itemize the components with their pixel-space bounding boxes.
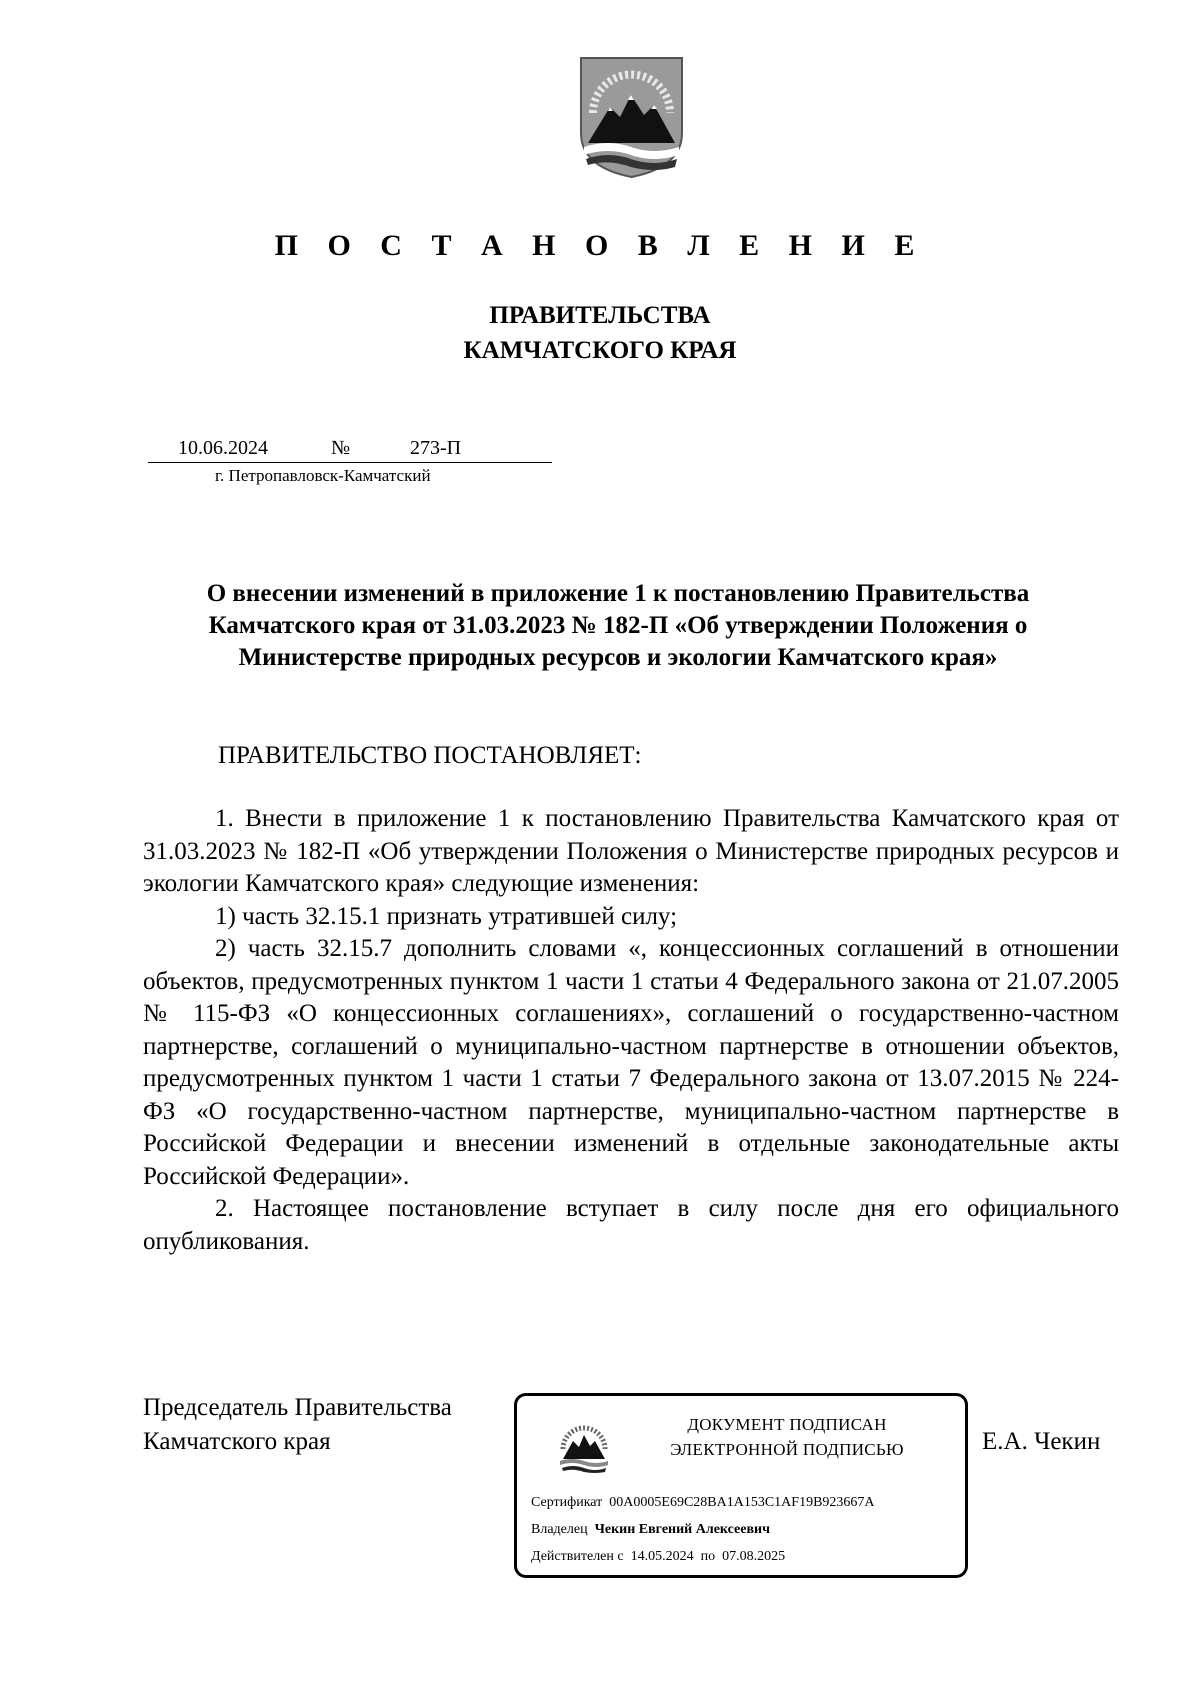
valid-to: 07.08.2025 [722, 1549, 786, 1564]
subject-line-3: Министерстве природных ресурсов и экологии Камчатского края» [238, 644, 998, 671]
body-paragraph-2: 1) часть 32.15.1 признать утратившей силу; [215, 902, 678, 930]
stamp-title-line-1: ДОКУМЕНТ ПОДПИСАН [687, 1415, 887, 1434]
valid-from: 14.05.2024 [630, 1549, 694, 1564]
decree-heading: ПРАВИТЕЛЬСТВО ПОСТАНОВЛЯЕТ: [218, 742, 642, 769]
certificate-label: Сертификат [531, 1495, 603, 1510]
stamp-emblem-icon [557, 1423, 611, 1473]
underline-rule [148, 462, 552, 463]
stamp-title [617, 1412, 957, 1462]
stamp-certificate-line [531, 1493, 875, 1513]
signatory-name: Е.А. Чекин [982, 1428, 1101, 1455]
signatory-position [143, 1391, 452, 1459]
subject-line-2: Камчатского края от 31.03.2023 № 182-П «Об утверждении Положения о [208, 612, 1028, 639]
stamp-validity-line [531, 1547, 785, 1567]
body-paragraph-1: 1. Внести в приложение 1 к постановлению Правительства Камчатского края от 31.03.2023 № 182-П «Об утверждении Положения о Министерстве природных ресурсов и экологии Камчатского края» следующие изменения: [143, 805, 1119, 897]
stamp-title-line-2: ЭЛЕКТРОННОЙ ПОДПИСЬЮ [670, 1440, 904, 1459]
subject-line-1: О внесении изменений в приложение 1 к постановлению Правительства [206, 580, 1030, 607]
owner-label: Владелец [531, 1522, 588, 1537]
valid-to-label: по [700, 1549, 716, 1564]
body-paragraph-4: 2. Настоящее постановление вступает в силу после дня его официального опубликования. [143, 1195, 1119, 1255]
document-number: 273-П [410, 437, 462, 459]
issuer-heading [0, 298, 1200, 368]
valid-label: Действителен с [531, 1549, 624, 1564]
coat-of-arms-emblem [578, 55, 685, 180]
document-subject [148, 578, 1088, 674]
document-date: 10.06.2024 [178, 437, 268, 459]
issuer-line-2: КАМЧАТСКОГО КРАЯ [463, 337, 737, 364]
document-type-title: П О С Т А Н О В Л Е Н И Е [274, 229, 926, 262]
stamp-owner-line [531, 1520, 770, 1540]
certificate-value: 00A0005E69C28BA1A153C1AF19B923667A [609, 1495, 875, 1510]
number-sign: № [331, 437, 351, 459]
electronic-signature-stamp [514, 1393, 968, 1578]
signatory-position-line-1: Председатель Правительства [143, 1394, 452, 1421]
city-label: г. Петропавловск-Камчатский [215, 466, 431, 485]
owner-value: Чекин Евгений Алексеевич [594, 1522, 770, 1537]
body-paragraph-3: 2) часть 32.15.7 дополнить словами «, концессионных соглашений в отношении объектов, предусмотренных пунктом 1 части 1 статьи 4 Федерального закона от 21.07.2005 № 115-ФЗ «О концессионных соглашениях», соглашений о государственно-частном партнерстве, соглашений о муниципально-частном партнерстве в отношении объектов, предусмотренных пунктом 1 части 1 статьи 7 Федерального закона от 13.07.2015 № 224-ФЗ «О государственно-частном партнерстве, муниципально-частном партнерстве в Российской Федерации и внесении изменений в отдельные законодательные акты Российской Федерации». [143, 935, 1119, 1190]
signatory-position-line-2: Камчатского края [143, 1428, 331, 1455]
issuer-line-1: ПРАВИТЕЛЬСТВА [489, 302, 711, 329]
date-number-line [148, 435, 552, 465]
document-body [143, 803, 1119, 1258]
